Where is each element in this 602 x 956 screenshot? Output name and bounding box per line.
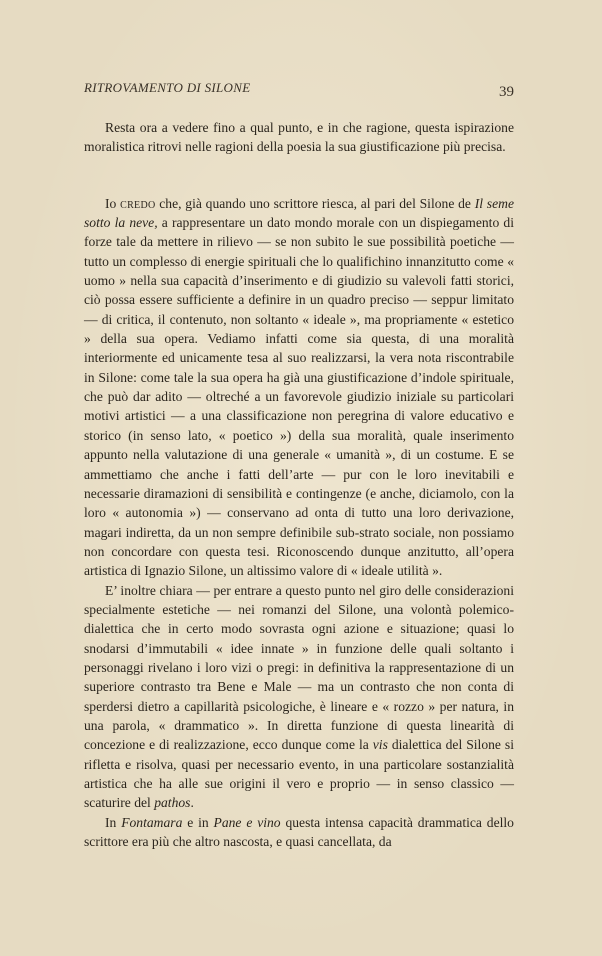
book-title-pane-e-vino: Pane e vino	[213, 814, 281, 830]
italic-vis: vis	[372, 737, 388, 753]
paragraph-1: Resta ora a vedere fino a qual punto, e in che ragione, questa ispirazione moralistica ritrovi nelle ragioni della poesia la sua giustificazione più precisa.	[84, 120, 514, 155]
paragraph-3-text-c: .	[190, 795, 194, 811]
paragraph-2-start: Io	[105, 195, 117, 211]
paragraph-3-text-b: dialettica del Silone si rifletta e risolva, quasi per necessario evento, in una particolare sostanzialità artistica che ha alle sue origini il vero e proprio — in senso classico — scaturire del	[84, 737, 514, 811]
paragraph-2-text-a: che, già quando uno scrittore riesca, al pari del Silone de	[155, 195, 475, 211]
page-number: 39	[499, 84, 514, 100]
paragraph-4	[84, 813, 514, 852]
paragraph-4-text-b: e in	[182, 814, 214, 830]
paragraph-2	[84, 194, 514, 581]
book-title-seme: Il seme sotto la neve,	[84, 195, 514, 231]
book-title-fontamara: Fontamara	[121, 814, 183, 830]
running-title: RITROVAMENTO DI SILONE	[84, 80, 251, 95]
paragraph-2-text-b: a rappresentare un dato mondo morale con un dispiegamento di forze tale da mettere in rilievo — se non subito le sue possibilità poetiche — tutto un complesso di energie spirituali che lo qualifichino innanzitutto come « uomo » nella sua capacità d’inserimento e di giudizio su valevoli fatti storici, ciò possa essere sufficiente a definire in un quadro preciso — seppur limitato — di critica, il contenuto, non soltanto « ideale », ma propriamente « estetico » della sua opera. Vediamo infatti come sia questa, di una moralità interiormente ed unicamente tesa al suo realizzarsi, la vera nota riscontrabile in Silone: come tale la sua opera ha già una giustificazione d’indole spirituale, che può dar adito — oltreché a un favorevole giudizio iniziale su particolari motivi artistici — a una classificazione non peregrina di valore educativo e storico (in senso lato, « poetico ») della sua moralità, quale inserimento appunto nella valutazione di una generale « umanità », di un costume. E se ammettiamo che anche i fatti dell’arte — pur con le loro inevitabili e necessarie diramazioni di sensibilità e contingenze (e anche, diciamolo, con la loro « autonomia ») — conservano ad onta di tutto una loro derivazione, magari indiretta, da un non sempre definibile sub-strato sociale, non possiamo non concordare con questa tesi. Riconoscendo dunque anzitutto, all’opera artistica di Ignazio Silone, un altissimo valore di « ideale utilità ».	[84, 215, 514, 579]
paragraph-3	[84, 581, 514, 813]
italic-pathos: pathos	[154, 795, 191, 811]
paragraph-4-text-a: In	[105, 814, 122, 830]
page-header	[84, 80, 514, 102]
body-text	[84, 118, 514, 851]
paragraph-3-text-a: E’ inoltre chiara — per entrare a questo punto nel giro delle considerazioni specialmente estetiche — nei romanzi del Silone, una volontà polemico-dialettica che in certo modo sovrasta ogni azione e situazione; quasi lo snodarsi d’immutabili « idee innate » in funzione delle quali soltanto i personaggi rivelano i loro vizi o pregi: in definitiva la rappresentazione di un superiore contrasto tra Bene e Male — ma un contrasto che non conta di sperdersi dietro a capillarità psicologiche, è lineare e « rozzo » per natura, in una parola, « drammatico ». In diretta funzione di questa linearità di concezione e di realizzazione, ecco dunque come la	[84, 582, 514, 753]
small-caps-word: credo	[120, 195, 156, 211]
paragraph-4-text-c: questa intensa capacità drammatica dello scrittore era più che altro nascosta, e quasi cancellata, da	[84, 814, 514, 850]
